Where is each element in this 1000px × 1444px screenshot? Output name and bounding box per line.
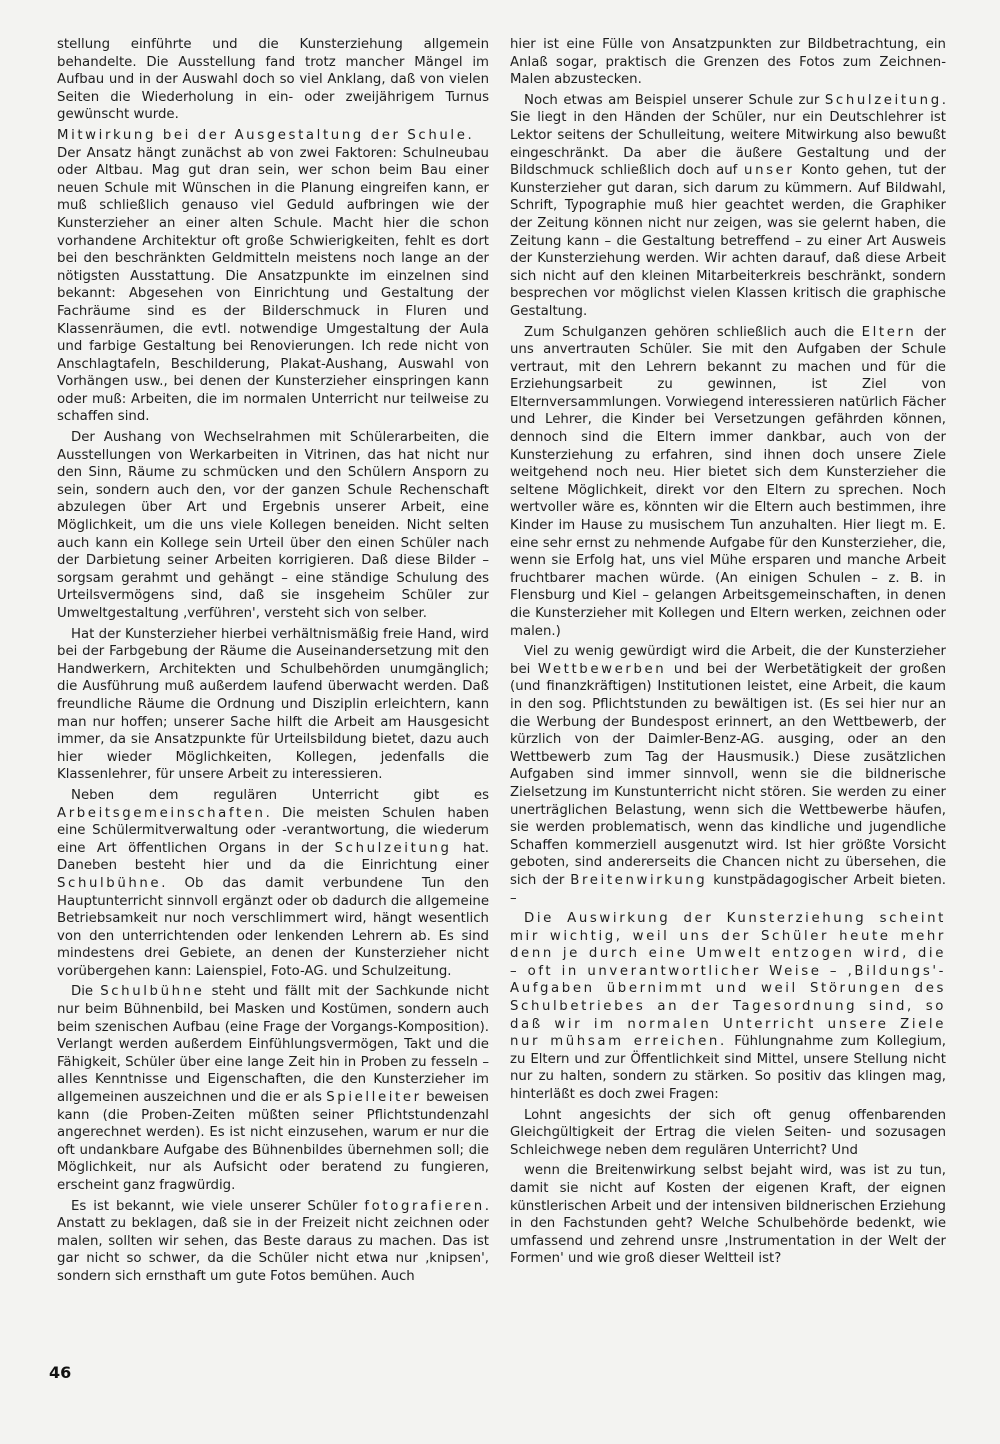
text-run: Konto gehen, tut der Kunsterzieher gut daran, sich darum zu kümmern. Auf Bildwahl, Schrift, Typographie muß hier geachtet werden, die Graphiker der Zeitung können nicht nur zeigen, was sie gelernt haben, die Zeitung kann – die Gestaltung betreffend – zu einer Art Ausweis der Kunsterziehung werden. Wir achten darauf, daß diese Arbeit sich nicht auf den kleinen Mitarbeiterkreis beschränkt, sondern besprechen vor möglichst vielen Klassen kritisch die graphische Gestaltung. [510,163,946,319]
right-paragraph-6: Lohnt angesichts der sich oft genug offenbarenden Gleichgültigkeit der Ertrag die vielen Seiten- und sozusagen Schleichwege neben dem regulären Unterricht? Und [510,1107,946,1158]
text-run: hat. Daneben besteht hier und da die Einrichtung einer [57,840,489,874]
page-number: 46 [49,1363,72,1382]
emphasis-fotografieren: fotografieren [364,1198,485,1214]
left-paragraph-4: Hat der Kunsterzieher hierbei verhältnismäßig freie Hand, wird bei der Farbgebung der Räume die Auseinandersetzung mit den Handwerkern, Architekten und Schulbehörden unumgänglich; die Ausführung muß außerdem laufend überwacht werden. Daß freundliche Räume die Ordnung und Disziplin erleichtern, kann man nur hoffen; unserer Sache hilft die Arbeit am Hausgesicht immer, da sie Ansatzpunkte für Urteilsbildung bietet, dazu auch hier wieder Möglichkeiten, Kollegen, jedenfalls die Klassenlehrer, für unsere Arbeit zu interessieren. [57,626,489,783]
right-paragraph-2 [510,92,946,321]
emphasis-breitenwirkung: Breitenwirkung [570,872,708,888]
left-column [57,36,489,1289]
text-run: . Anstatt zu beklagen, daß sie in der Freizeit nicht zeichnen oder malen, sollten wir sehen, das Beste daraus zu machen. Das ist gar nicht so schwer, da die Schüler nicht etwa nur ‚knipsen', sondern sich ernsthaft um gute Fotos bemühen. Auch [57,1198,489,1284]
emphasis-schulzeitung-2: Schulzeitung [824,92,942,108]
left-paragraph-5 [57,787,489,981]
right-paragraph-7: wenn die Breitenwirkung selbst bejaht wird, was ist zu tun, damit sie nicht auf Kosten der eigenen Kraft, der eignen künstlerischen Arbeit und der intensiven bildnerischen Erziehung in den Fachstunden geht? Welche Schulbehörde bedenkt, wie umfassend und zehrend unsre ‚Instrumentation in der Welt der Formen' und wie groß dieser Weltteil ist? [510,1163,946,1267]
emphasis-wettbewerben: Wettbewerben [537,661,667,677]
text-run: . Die meisten Schulen haben eine Schülermitverwaltung oder -verantwortung, die wiederum eine Art öffentlichen Organs in der [57,805,489,856]
left-paragraph-2-text: Der Ansatz hängt zunächst ab von zwei Faktoren: Schulneubau oder Altbau. Mag gut dran sein, wer schon beim Bau einer neuen Schule mit Wünschen in die Planung eingreifen kann, er muß schließlich genauso viel Geduld aufbringen wie der Kunsterzieher an einer alten Schule. Macht hier die schon vorhandene Architektur oft große Schwierigkeiten, fehlt es dort bei den beschränkten Geldmitteln meistens noch lange an der nötigsten Ausstattung. Die Ansatzpunkte im einzelnen sind bekannt: Abgesehen von Einrichtung und Gestaltung der Fachräume sind es der Bilderschmuck in Fluren und Klassenräumen, die evtl. notwendige Umgestaltung der Aula und farbige Gestaltung bei Renovierungen. Ich rede nicht von Anschlagtafeln, Beschilderung, Plakat-Aushang, Auswahl von Vorhängen usw., bei denen der Kunsterzieher einspringen kann oder muß: Arbeiten, die im normalen Unterricht nur teilweise zu schaffen sind. [57,145,489,425]
emphasis-schulbuehne: Schulbühne [57,875,162,891]
right-column [510,36,946,1271]
emphasis-spielleiter: Spielleiter [326,1090,422,1106]
left-paragraph-1: stellung einführte und die Kunsterziehung allgemein behandelte. Die Ausstellung fand trotz mancher Mängel im Aufbau und in der Auswahl doch so viel Anklang, daß von vielen Seiten die Wiederholung in ein- oder zweijährigem Turnus gewünscht wurde. [57,37,489,123]
right-paragraph-3 [510,324,946,641]
text-run: Fühlungnahme zum Kollegium, zu Eltern und zur Öffentlichkeit sind Mittel, unsere Stellung nicht nur zu halten, sondern zu stärken. So positiv das klingen mag, hinterläßt es doch zwei Fragen: [510,1034,947,1103]
text-run: . Sie liegt in den Händen der Schüler, nur ein Deutschlehrer ist Lektor seitens der Schulleitung, weitere Mitwirkung also bewußt eingeschränkt. Da aber die äußere Gestaltung und der Bildschmuck schließlich doch auf [510,92,946,179]
text-run: Zum Schulganzen gehören schließlich auch die [524,324,855,340]
right-paragraph-5 [510,910,946,1104]
text-run: Viel zu wenig gewürdigt wird die Arbeit, die der Kunsterzieher bei [510,644,946,677]
left-paragraph-2 [57,127,489,426]
emphasis-auswirkung: Die Auswirkung der Kunsterziehung scheint mir wichtig, weil uns der Schüler heute mehr denn je durch eine Umwelt entzogen wird, die – oft in unverantwortlicher Weise – ‚Bildungs'-Aufgaben übernimmt und weil Störungen des Schulbetriebes an der Tagesordnung sind, so daß wir im normalen Unterricht unsere Ziele nur mühsam erreichen. [510,911,946,1050]
emphasis-schulbuehne-2: Schulbühne [100,984,205,1000]
emphasis-eltern: Eltern [861,324,917,340]
text-run: Es ist bekannt, wie viele unserer Schüler [71,1198,358,1214]
text-run: Noch etwas am Beispiel unserer Schule zur [524,92,820,108]
left-paragraph-7 [57,1198,489,1286]
text-run: kunstpädagogischer Arbeit bieten. – [510,872,946,906]
text-run: und bei der Werbetätigkeit der großen (und finanzkräftigen) Institutionen leistet, eine Arbeit, die kaum in den sog. Pflichtstunden zu bewältigen ist. (Es sei hier nur an die Werbung der Bundespost erinnert, an den Wettbewerb, der kürzlich von der Daimler-Benz-AG. ausging, oder an den Wettbewerb zum Tag der Hausmusik.) Diese zusätzlichen Aufgaben sind immer sinnvoll, wenn sie die bildnerische Zielsetzung im Kunstunterricht nicht stören. Sie werden zu einer unerträglichen Belastung, wenn sich die Wettbewerbe häufen, sie werden problematisch, wenn das kindliche und jugendliche Schaffen kommerziell ausgenutzt wird. Ist hier größte Vorsicht geboten, sind andererseits die Chancen nicht zu übersehen, die sich der [510,661,946,888]
text-run: Neben dem regulären Unterricht gibt es [71,787,489,803]
text-run: . Ob das damit verbundene Tun den Hauptunterricht sinnvoll ergänzt oder ob dadurch die allgemeine Betriebsamkeit nur noch verschlimmert wird, hängt wesentlich von den unterrichtenden oder lenkenden Lehrern ab. Es sind mindestens drei Gebiete, an denen der Kunsterzieher nicht vorübergehen kann: Laienspiel, Foto-AG. und Schulzeitung. [57,875,489,979]
text-run: der uns anvertrauten Schüler. Sie mit den Aufgaben der Schule vertraut, mit den Lehrern bekannt zu machen und für die Erziehungsarbeit zu gewinnen, ist Ziel von Elternversammlungen. Vorwiegend interessieren natürlich Fächer und Lehrer, die Kinder bei Versetzungen gefährden können, dennoch sind die Eltern immer dankbar, auch von der Kunsterziehung zu erfahren, sind ihnen doch unsere Ziele weitgehend noch neu. Hier bietet sich dem Kunsterzieher die seltene Möglichkeit, direkt vor den Eltern zu sprechen. Noch wertvoller wäre es, könnten wir die Eltern auch bestimmen, ihre Kinder im Hause zu musischem Tun anzuhalten. Hier liegt m. E. eine sehr ernst zu nehmende Aufgabe für den Kunsterzieher, die, wenn sie Erfolg hat, uns viel Mühe ersparen und manche Arbeit fruchtbarer machen würde. (An einigen Schulen – z. B. in Flensburg und Kiel – gelangen Arbeitsgemeinschaften, in denen die Kunsterzieher mit Kollegen und Eltern werken, zeichnen oder malen.) [510,324,946,639]
left-paragraph-6 [57,983,489,1194]
left-paragraph-3: Der Aushang von Wechselrahmen mit Schülerarbeiten, die Ausstellungen von Werkarbeiten in Vitrinen, das hat nicht nur den Sinn, Räume zu schmücken und den Schülern Ansporn zu sein, sondern auch den, vor der ganzen Schule Rechenschaft abzulegen über Art und Ergebnis unserer Arbeit, eine Möglichkeit, um die uns viele Kollegen beneiden. Nicht selten auch kann ein Kollege sein Urteil über den einen Schüler nach der Darbietung seiner Arbeiten korrigieren. Daß diese Bilder – sorgsam gerahmt und gehängt – eine ständige Schulung des Urteilsvermögens sind, daß sie insgeheim Schüler zur Umweltgestaltung ‚verführen', versteht sich von selber. [57,430,489,621]
emphasis-unser: unser [744,163,795,179]
right-paragraph-4 [510,643,946,907]
emphasis-schulzeitung: Schulzeitung [334,840,452,856]
emphasis-arbeitsgemeinschaften: Arbeitsgemeinschaften [57,805,266,821]
text-run: steht und fällt mit der Sachkunde nicht nur beim Bühnenbild, bei Masken und Kostümen, sondern auch beim szenischen Aufbau (eine Frage der Vorgangs-Komposition). Verlangt werden außerdem Einfühlungsvermögen, Takt und die Fähigkeit, Schüler über eine lange Zeit hin in Proben zu fesseln – alles Kenntnisse und Eigenschaften, die den Kunsterzieher im allgemeinen auszeichnen und die er als [57,984,489,1106]
right-paragraph-1: hier ist eine Fülle von Ansatzpunkten zur Bildbetrachtung, ein Anlaß sogar, praktisch die Grenzen des Fotos zum Zeichnen-Malen abzustecken. [510,37,946,88]
text-run: beweisen kann (die Proben-Zeiten müßten seiner Pflichtstundenzahl angerechnet werden). Es ist nicht einzusehen, warum er nur die oft undankbare Aufgabe des Bühnenbildes übernehmen soll; die Möglichkeit, nur als Aufsicht oder beratend zu fungieren, erscheint ganz fragwürdig. [57,1090,489,1193]
text-run: Die [71,984,94,1000]
section-heading-ausgestaltung: Mitwirkung bei der Ausgestaltung der Schule. [57,127,475,143]
